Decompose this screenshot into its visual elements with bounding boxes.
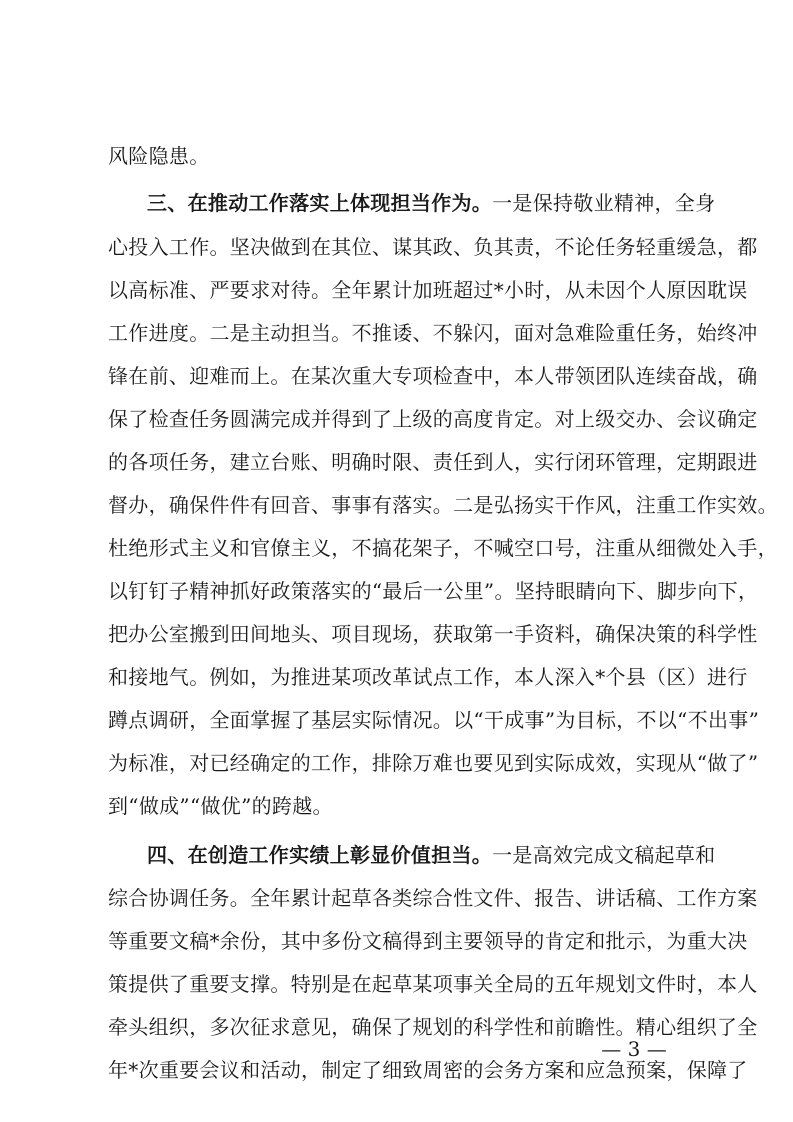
text-line: 杜绝形式主义和官僚主义，不搞花架子，不喊空口号，注重从细微处入手， xyxy=(108,536,778,560)
text-line: 的各项任务，建立台账、明确时限、责任到人，实行闭环管理，定期跟进 xyxy=(108,450,758,474)
section-three-first-line: 三、在推动工作落实上体现担当作为。一是保持敬业精神，全身 xyxy=(147,191,716,215)
text-line: 综合协调任务。全年累计起草各类综合性文件、报告、讲话稿、工作方案 xyxy=(108,886,758,910)
text-line: 把办公室搬到田间地头、项目现场，获取第一手资料，确保决策的科学性 xyxy=(108,622,758,646)
page-number: — 3 — xyxy=(601,1037,667,1061)
text-line: 锋在前、迎难而上。在某次重大专项检查中，本人带领团队连续奋战，确 xyxy=(108,364,758,388)
text-line: 到“做成”“做优”的跨越。 xyxy=(108,794,333,818)
text-line: 策提供了重要支撑。特别是在起草某项事关全局的五年规划文件时，本人 xyxy=(108,972,758,996)
text-line: 督办，确保件件有回音、事事有落实。二是弘扬实干作风，注重工作实效。 xyxy=(108,493,778,517)
text-line: 以钉钉子精神抓好政策落实的“最后一公里”。坚持眼睛向下、脚步向下， xyxy=(108,579,759,603)
text-line: 以高标准、严要求对待。全年累计加班超过*小时，从未因个人原因耽误 xyxy=(108,278,748,302)
text-line: 和接地气。例如，为推进某项改革试点工作，本人深入*个县（区）进行 xyxy=(108,665,748,689)
text-line: 为标准，对已经确定的工作，排除万难也要见到实际成效，实现从“做了” xyxy=(108,751,759,775)
text-line: 蹲点调研，全面掌握了基层实际情况。以“干成事”为目标，不以“不出事” xyxy=(108,708,760,732)
text-line: 牵头组织，多次征求意见，确保了规划的科学性和前瞻性。精心组织了全 xyxy=(108,1015,758,1039)
text-line: 年*次重要会议和活动，制定了细致周密的会务方案和应急预案，保障了 xyxy=(108,1058,748,1082)
section-four-heading: 四、在创造工作实绩上彰显价值担当。 xyxy=(147,843,493,867)
section-three-heading: 三、在推动工作落实上体现担当作为。 xyxy=(147,191,493,215)
text-line: 保了检查任务圆满完成并得到了上级的高度肯定。对上级交办、会议确定 xyxy=(108,407,758,431)
section-four-first-line: 四、在创造工作实绩上彰显价值担当。一是高效完成文稿起草和 xyxy=(147,843,716,867)
text-line: 等重要文稿*余份，其中多份文稿得到主要领导的肯定和批示，为重大决 xyxy=(108,929,748,953)
text-line: 风险隐患。 xyxy=(108,144,210,168)
text-line: 心投入工作。坚决做到在其位、谋其政、负其责，不论任务轻重缓急，都 xyxy=(108,235,758,259)
text-line: 工作进度。二是主动担当。不推诿、不躲闪，面对急难险重任务，始终冲 xyxy=(108,321,758,345)
